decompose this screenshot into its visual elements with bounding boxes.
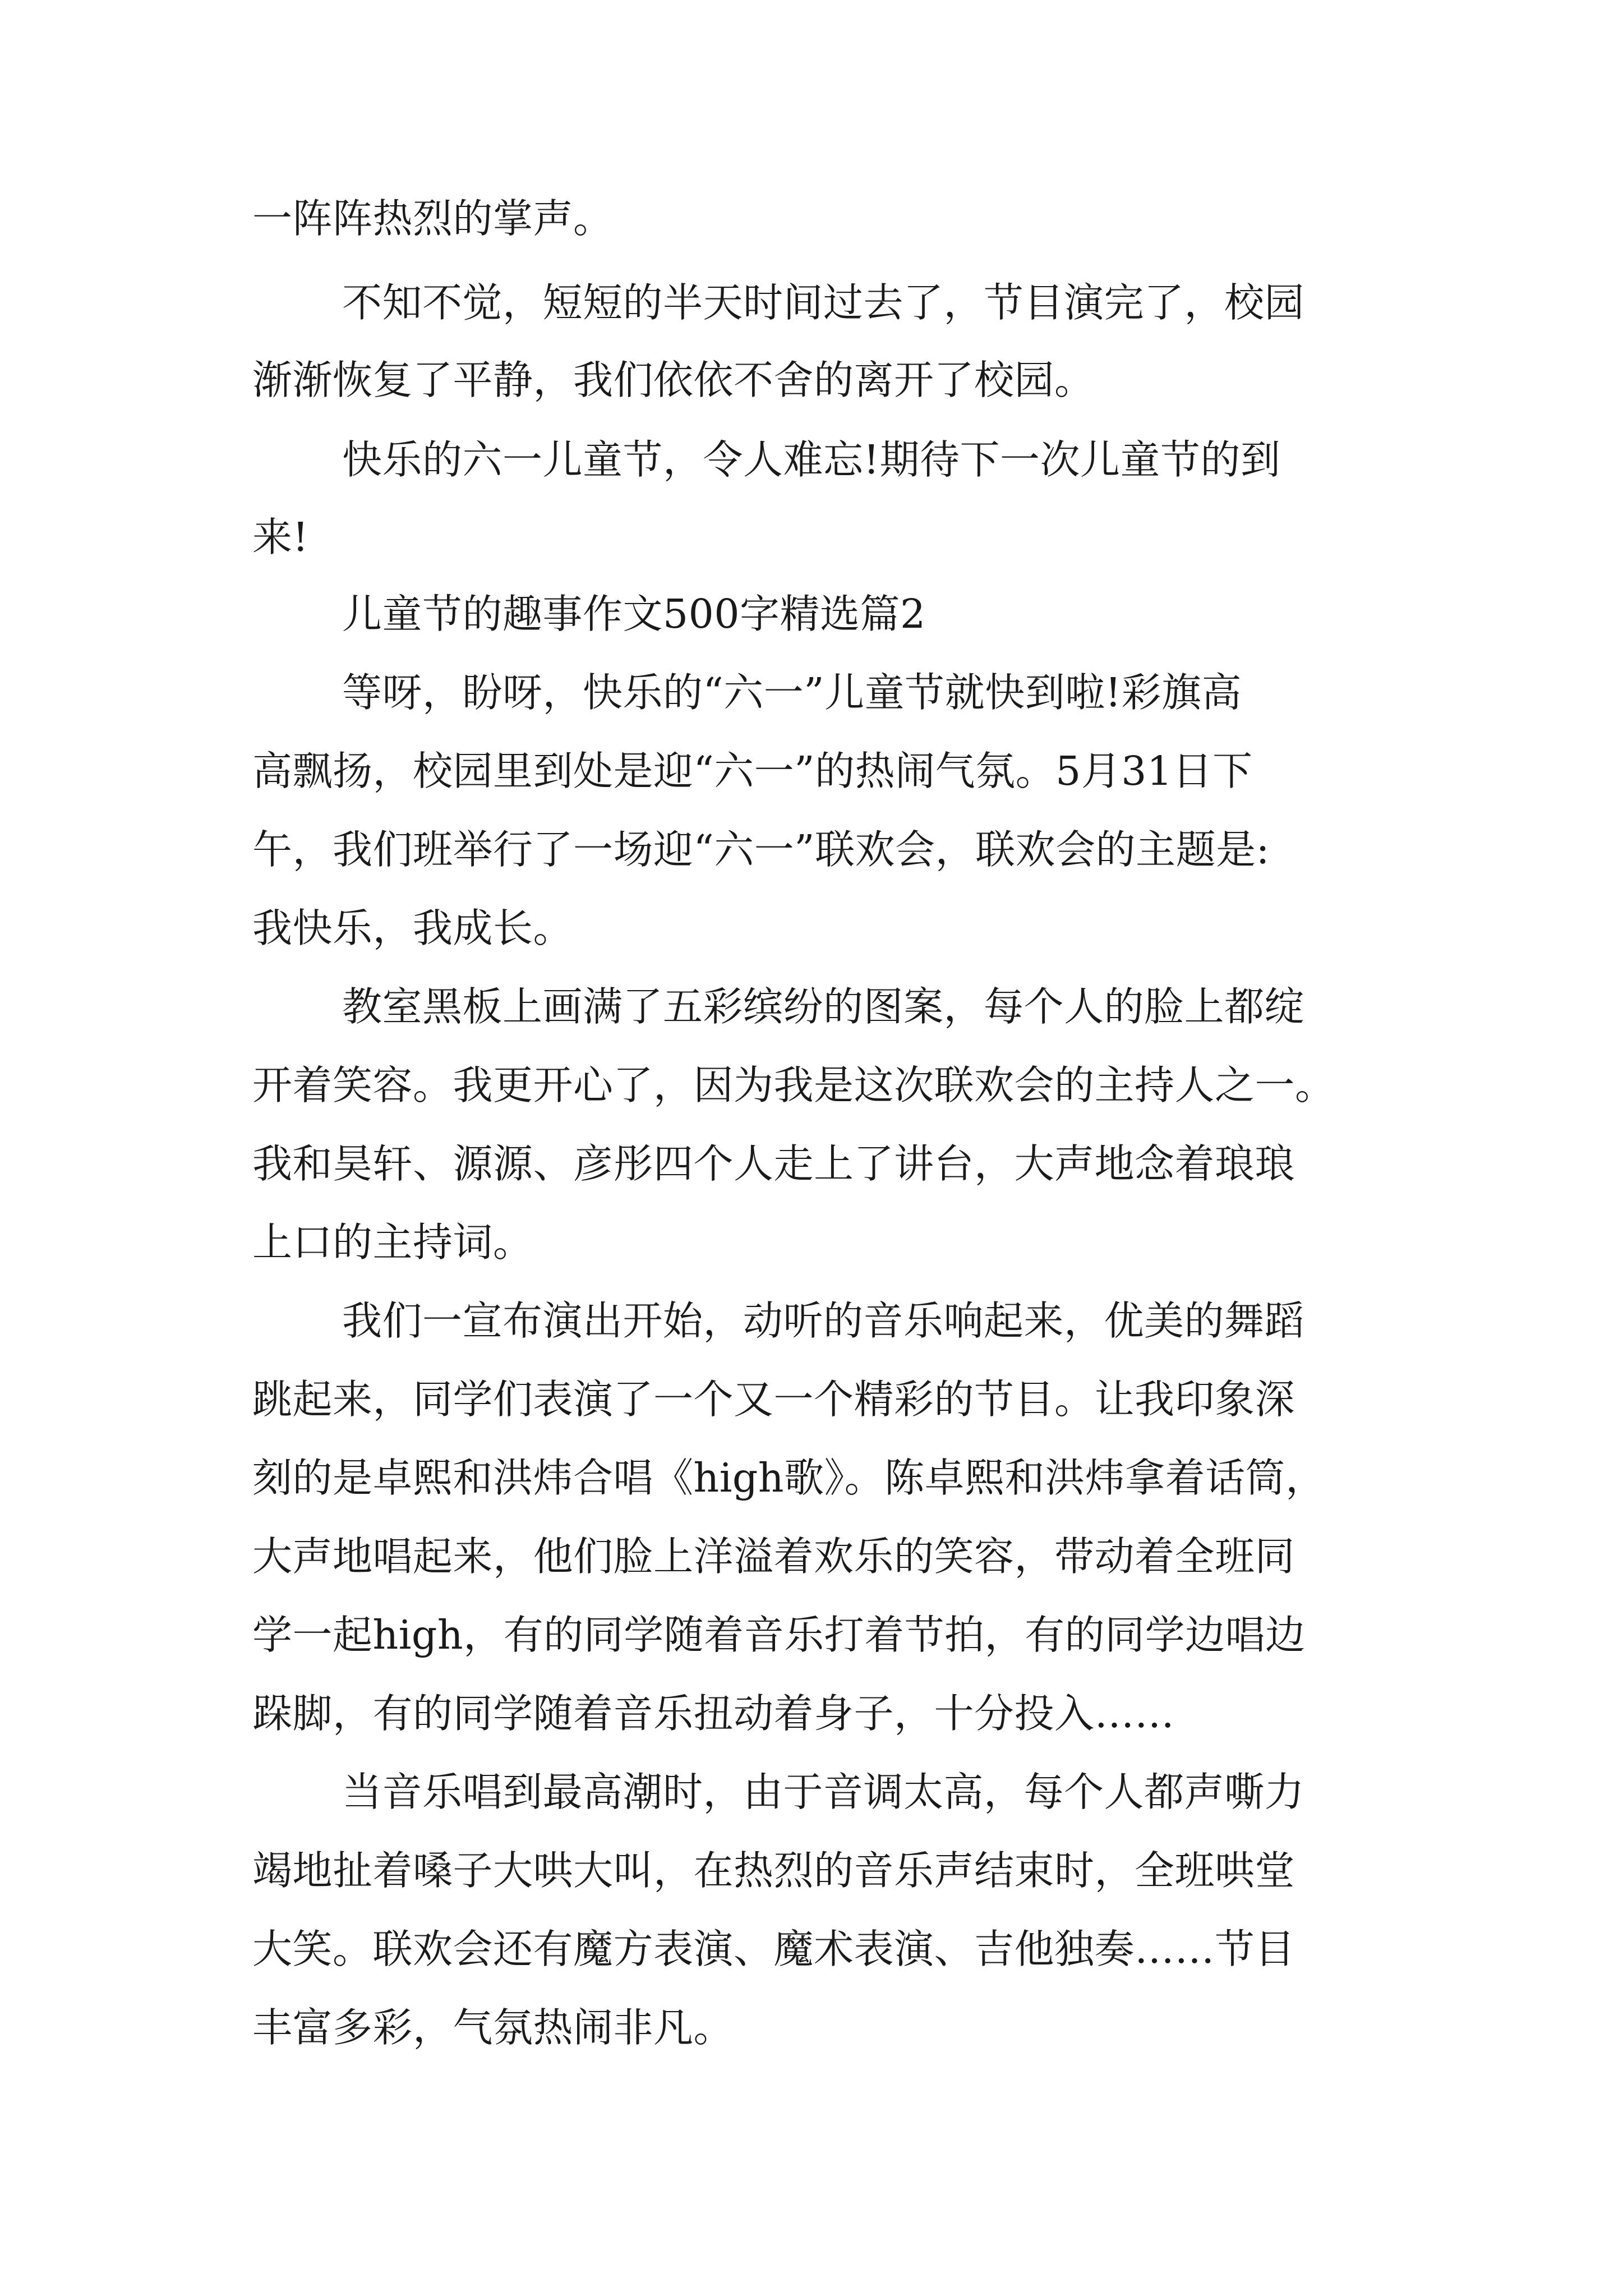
text-line: 大笑。联欢会还有魔方表演、魔术表演、吉他独奏……节目 (252, 1926, 1295, 1972)
text-line: 丰富多彩，气氛热闹非凡。 (252, 2004, 734, 2051)
text-line: 刻的是卓熙和洪炜合唱《high歌》。陈卓熙和洪炜拿着话筒， (252, 1455, 1326, 1501)
text-line: 一阵阵热烈的掌声。 (252, 195, 614, 242)
text-line: 竭地扯着嗓子大哄大叫，在热烈的音乐声结束时，全班哄堂 (252, 1847, 1295, 1894)
text-line: 午，我们班举行了一场迎“六一”联欢会，联欢会的主题是: (252, 826, 1270, 873)
text-line: 渐渐恢复了平静，我们依依不舍的离开了校园。 (252, 357, 1095, 403)
text-line: 上口的主持词。 (252, 1219, 533, 1266)
text-line: 当音乐唱到最高潮时，由于音调太高，每个人都声嘶力 (342, 1769, 1305, 1815)
text-line: 我快乐，我成长。 (252, 905, 574, 951)
text-line: 我和昊轩、源源、彦彤四个人走上了讲台，大声地念着琅琅 (252, 1140, 1295, 1187)
text-line: 跳起来，同学们表演了一个又一个精彩的节目。让我印象深 (252, 1376, 1295, 1423)
text-line: 大声地唱起来，他们脸上洋溢着欢乐的笑容，带动着全班同 (252, 1533, 1295, 1580)
text-line: 高飘扬，校园里到处是迎“六一”的热闹气氛。5月31日下 (252, 748, 1253, 794)
text-line: 来! (252, 514, 309, 560)
section-heading: 儿童节的趣事作文500字精选篇2 (342, 591, 926, 637)
text-line: 不知不觉，短短的半天时间过去了，节目演完了，校园 (342, 279, 1305, 326)
text-line: 我们一宣布演出开始，动听的音乐响起来，优美的舞蹈 (342, 1297, 1305, 1344)
text-line: 开着笑容。我更开心了，因为我是这次联欢会的主持人之一。 (252, 1062, 1335, 1108)
text-line: 学一起high，有的同学随着音乐打着节拍，有的同学边唱边 (252, 1612, 1306, 1658)
text-line: 跺脚，有的同学随着音乐扭动着身子，十分投入…… (252, 1690, 1175, 1737)
text-line: 等呀，盼呀，快乐的“六一”儿童节就快到啦!彩旗高 (342, 669, 1242, 716)
text-line: 快乐的六一儿童节，令人难忘!期待下一次儿童节的到 (342, 436, 1281, 483)
text-line: 教室黑板上画满了五彩缤纷的图案，每个人的脸上都绽 (342, 983, 1305, 1030)
